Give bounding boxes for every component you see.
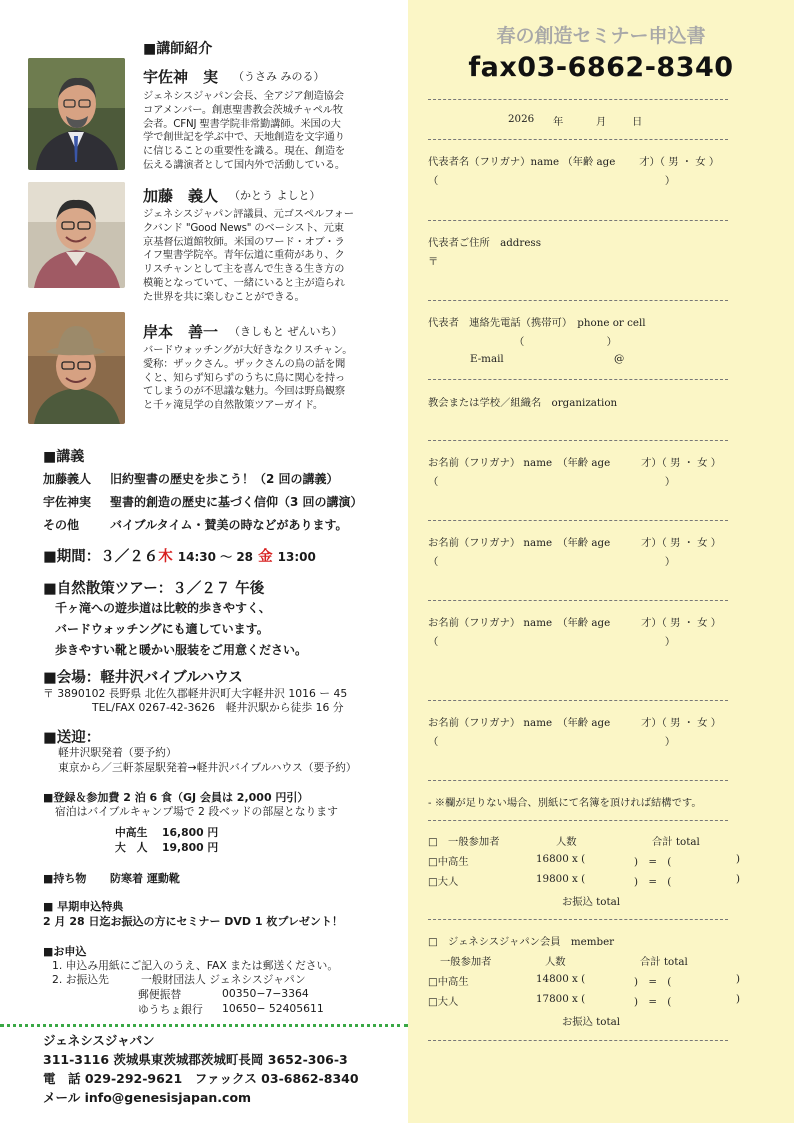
participant-name-field-4[interactable]: （ ） [428, 736, 676, 748]
tour-line: 歩きやすい靴と暖かい服装をご用意ください。 [55, 643, 308, 657]
apply-heading: ■お申込 [43, 945, 87, 958]
fee-label-2: 大 人 [115, 841, 148, 854]
lecture-what-1: 旧約聖書の歴史を歩こう！（2 回の講義） [110, 472, 339, 486]
member-adult-close: ) [736, 993, 741, 1005]
bio-line: ジェネシスジャパン会長、全アジア創造協会 [143, 90, 344, 102]
instructor-bio-2 [143, 208, 393, 305]
phone-field[interactable]: （ ） [514, 336, 617, 348]
bio-line: 伝える講演者として国内外で活動している。 [143, 158, 345, 171]
form-fax: fax03-6862-8340 [468, 52, 734, 83]
early-heading: ■ 早期申込特典 [43, 900, 124, 913]
date-month-label: 月 [596, 116, 607, 128]
divider [428, 600, 728, 601]
date-year-label: 年 [553, 116, 564, 128]
belongings-label: ■持ち物 [43, 872, 87, 885]
lecture-who-1: 加藤義人 [43, 472, 92, 486]
account-type-2: ゆうちょ銀行 [138, 1003, 203, 1016]
rep-name-field[interactable]: （ ） [428, 175, 676, 187]
general-adult-equals[interactable]: ) = ( [634, 876, 672, 888]
period-day1: 木 [158, 549, 173, 565]
lectures-heading: ■講義 [43, 449, 85, 465]
general-adult-checkbox[interactable]: □大人 [428, 876, 459, 888]
tour-line: 千ヶ滝への遊歩道は比較的歩きやすく、 [55, 601, 271, 615]
account-number-2: 10650− 52405611 [222, 1002, 324, 1015]
member-student-equals[interactable]: ) = ( [634, 976, 672, 988]
instructor-name-2: 加藤 義人 [143, 187, 219, 205]
postal-field[interactable]: 〒 [428, 256, 439, 268]
belongings-value: 防寒着 運動靴 [110, 872, 180, 885]
account-type-1: 郵便振替 [138, 988, 182, 1001]
divider [428, 139, 728, 140]
tour-line: バードウォッチングにも適しています。 [55, 622, 269, 636]
church-label[interactable]: 教会または学校／組織名 organization [428, 397, 618, 409]
general-count-label: 人数 [556, 836, 577, 848]
apply-payee: 一般財団法人 ジェネシスジャパン [141, 973, 306, 986]
general-adult-close: ) [736, 873, 741, 885]
member-adult-checkbox[interactable]: □大人 [428, 996, 459, 1008]
form-note: - ※欄が足りない場合、別紙にて名簿を頂ければ結構です。 [428, 797, 702, 809]
instructor-name-1: 宇佐神 実 [143, 68, 219, 86]
venue-address: 〒 3890102 長野県 北佐久郡軽井沢町大字軽井沢 1016 ー 45 [43, 687, 348, 700]
member-checkbox[interactable]: □ ジェネシスジャパン会員 member [428, 936, 615, 948]
date-year[interactable]: 2026 [508, 113, 535, 125]
bio-line: 模範となっていて、一緒にいると主が造られ [143, 276, 345, 289]
fee-label-1: 中高生 [115, 826, 148, 839]
instructor-kana-1: （うさみ みのる） [233, 70, 325, 83]
divider [428, 820, 728, 821]
divider [428, 99, 728, 100]
bio-line: 京基督伝道館牧師。米国のワード・オブ・ラ [143, 235, 345, 248]
email-at[interactable]: @ [614, 353, 625, 365]
rep-address-label: 代表者ご住所 address [428, 237, 541, 249]
venue-tel: TEL/FAX 0267-42-3626 軽井沢駅から徒歩 16 分 [92, 701, 344, 714]
divider [428, 440, 728, 441]
bio-line: リスチャンとして主を喜んで生きる生き方の [143, 263, 345, 276]
instructor-name-3: 岸本 善一 [143, 323, 219, 341]
period-time1: 14:30 〜 28 [177, 550, 254, 564]
general-checkbox[interactable]: □ 一般参加者 [428, 836, 500, 848]
bio-line: くと、知らず知らずのうちに鳥に関心を持っ [143, 371, 345, 384]
member-student-close: ) [736, 973, 741, 985]
member-adult-equals[interactable]: ) = ( [634, 996, 672, 1008]
bio-line: ジェネシスジャパン評議員、元ゴスペルフォー [143, 208, 354, 220]
transport-line: 軽井沢駅発着（要予約） [58, 746, 177, 759]
account-number-1: 00350−7−3364 [222, 987, 309, 1000]
instructor-kana-2: （かとう よしと） [229, 189, 321, 202]
org-address: 311-3116 茨城県東茨城郡茨城町長岡 3652-306-3 [43, 1052, 348, 1067]
divider [428, 220, 728, 221]
transport-text [58, 745, 357, 775]
bio-line: に信じることの重要性を識る。現在、創造を [143, 145, 345, 158]
participant-name-field-3[interactable]: （ ） [428, 636, 676, 648]
email-label: E-mail [470, 353, 504, 365]
general-student-close: ) [736, 853, 741, 865]
transport-heading: ■送迎： [43, 730, 101, 746]
period-day2: 金 [258, 549, 273, 565]
date-day-label: 日 [632, 116, 643, 128]
lecture-who-2: 宇佐神実 [43, 495, 92, 509]
member-total-label: 合計 total [640, 956, 688, 968]
org-phone: 電 話 029-292-9621 ファックス 03-6862-8340 [43, 1071, 359, 1086]
instructor-kana-3: （きしもと ぜんいち） [229, 325, 343, 338]
tour-text [55, 598, 307, 661]
bio-line: コアメンバー。創恵聖書教会茨城チャペル牧 [143, 103, 343, 116]
participant-name-field-2[interactable]: （ ） [428, 556, 676, 568]
instructor-bio-1 [143, 90, 393, 173]
participant-name-label-1: お名前（フリガナ） name （年齢 age 才）（ 男 ・ 女 ） [428, 457, 722, 469]
divider [428, 919, 728, 920]
divider [428, 700, 728, 701]
participant-name-field-1[interactable]: （ ） [428, 476, 676, 488]
bio-line: クバンド "Good News" のベーシスト、元東 [143, 221, 344, 234]
member-sub-label: 一般参加者 [440, 956, 492, 968]
venue-heading: ■会場：軽井沢バイブルハウス [43, 670, 243, 686]
member-student-price[interactable]: 14800 x ( [536, 973, 586, 985]
instructor-photo-usami [28, 58, 125, 170]
early-text: 2 月 28 日迄お振込の方にセミナー DVD 1 枚プレゼント！ [43, 915, 343, 928]
general-student-checkbox[interactable]: □中高生 [428, 856, 469, 868]
member-student-checkbox[interactable]: □中高生 [428, 976, 469, 988]
bio-line: 愛称：ザックさん。ザックさんの鳥の話を聞 [143, 357, 346, 370]
participant-name-label-4: お名前（フリガナ） name （年齢 age 才）（ 男 ・ 女 ） [428, 717, 722, 729]
member-count-label: 人数 [545, 956, 566, 968]
form-title: 春の創造セミナー申込書 [496, 25, 706, 47]
instructor-photo-kato [28, 182, 125, 288]
divider [428, 379, 728, 380]
general-student-price[interactable]: 16800 x ( [536, 853, 586, 865]
participant-name-label-2: お名前（フリガナ） name （年齢 age 才）（ 男 ・ 女 ） [428, 537, 722, 549]
participant-name-label-3: お名前（フリガナ） name （年齢 age 才）（ 男 ・ 女 ） [428, 617, 722, 629]
bio-line: 学で創世記を学ぶ中で、天地創造を文字通り [143, 131, 345, 144]
member-sum-label: お振込 total [562, 1016, 621, 1028]
transport-line: 東京から／三軒茶屋駅発着→軽井沢バイブルハウス（要予約） [58, 761, 357, 774]
apply-step2-label: 2. お振込先 [52, 973, 109, 986]
instructors-heading: ■講師紹介 [143, 41, 213, 57]
member-adult-price[interactable]: 17800 x ( [536, 993, 586, 1005]
bio-line: バードウォッチングが大好きなクリスチャン。 [143, 344, 353, 356]
org-email[interactable]: メール info@genesisjapan.com [43, 1090, 252, 1105]
divider [428, 1040, 728, 1041]
instructor-bio-3 [143, 344, 393, 413]
rep-name-label: 代表者名（フリガナ）name （年齢 age 才）（ 男 ・ 女 ） [428, 156, 720, 168]
divider [428, 780, 728, 781]
dotted-divider [0, 1024, 408, 1027]
bio-line: と千ヶ滝見学の自然散策ツアーガイド。 [143, 399, 323, 412]
fees-heading: ■登録＆参加費 2 泊 6 食（GJ 会員は 2,000 円引） [43, 791, 309, 804]
period-label: ■期間：３／２６ [43, 549, 159, 565]
bio-line: イフ聖書学院卒。青年伝道に重荷があり、ク [143, 249, 345, 262]
apply-step1: 1. 申込み用紙にご記入のうえ、FAX または郵送ください。 [52, 959, 339, 972]
general-total-label: 合計 total [652, 836, 700, 848]
period-line [43, 545, 316, 566]
org-name: ジェネシスジャパン [43, 1033, 155, 1048]
fees-note: 宿泊はバイブルキャンプ場で 2 段ベッドの部屋となります [55, 805, 338, 818]
fee-price-2: 19,800 円 [162, 841, 219, 854]
bio-line: てしまうのが不思議な魅力。今回は野鳥観察 [143, 385, 345, 398]
general-student-equals[interactable]: ) = ( [634, 856, 672, 868]
lecture-who-3: その他 [43, 518, 80, 532]
divider [428, 520, 728, 521]
bio-line: 会者。CFNJ 聖書学院非常勤講師。米国の大 [143, 117, 341, 130]
lecture-what-2: 聖書的創造の歴史に基づく信仰（3 回の講演） [110, 495, 363, 509]
bio-line: た世界を共に楽しむことができる。 [143, 290, 305, 303]
period-time2: 13:00 [277, 550, 316, 564]
tour-heading: ■自然散策ツアー：３／２７ 午後 [43, 581, 265, 597]
contact-label: 代表者 連絡先電話（携帯可） phone or cell [428, 317, 646, 329]
fee-price-1: 16,800 円 [162, 826, 219, 839]
instructor-photo-kishimoto [28, 312, 125, 424]
lecture-what-3: バイブルタイム・賛美の時などがあります。 [110, 518, 348, 532]
divider [428, 300, 728, 301]
general-adult-price[interactable]: 19800 x ( [536, 873, 586, 885]
general-sum-label: お振込 total [562, 896, 621, 908]
